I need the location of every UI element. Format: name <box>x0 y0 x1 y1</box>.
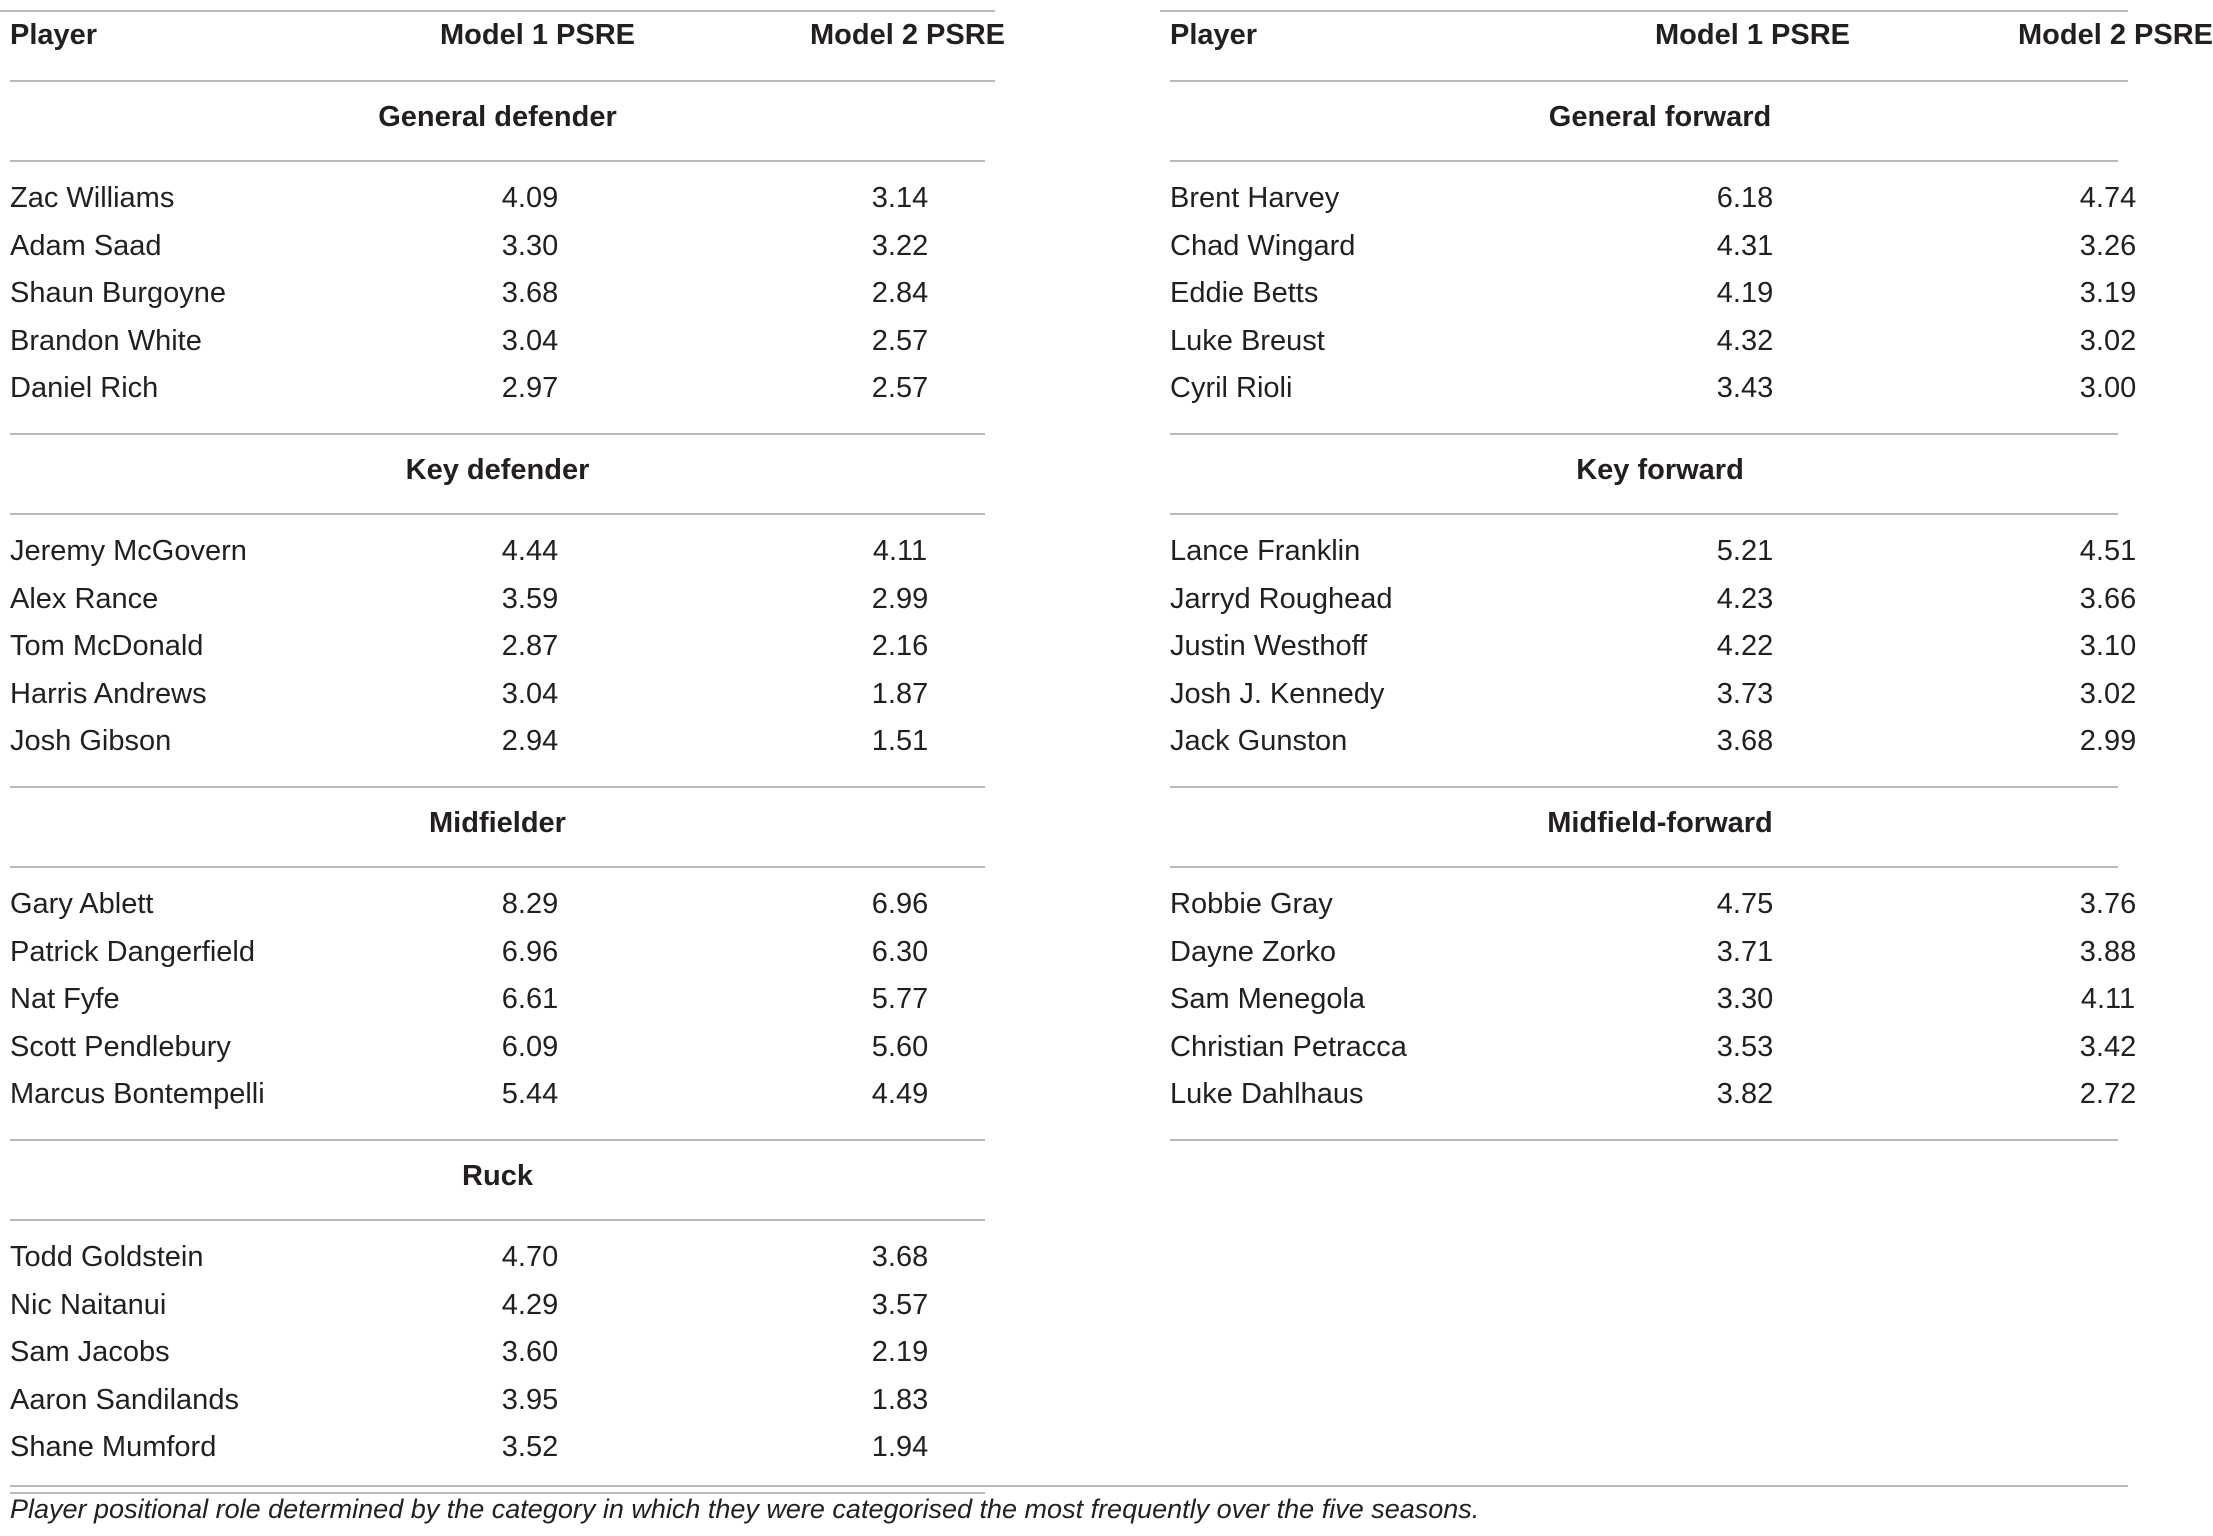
psre-value: 1.94 <box>871 1431 929 1463</box>
player-name: Jeremy McGovern <box>10 535 247 567</box>
psre-value: 3.30 <box>1716 983 1774 1015</box>
psre-value: 3.42 <box>2079 1031 2137 1063</box>
psre-value: 3.88 <box>2079 936 2137 968</box>
section-rule <box>10 866 985 868</box>
psre-value: 3.22 <box>871 230 929 262</box>
player-name: Tom McDonald <box>10 630 204 662</box>
psre-value: 3.26 <box>2079 230 2137 262</box>
psre-value: 3.04 <box>501 678 559 710</box>
psre-value: 2.16 <box>871 630 929 662</box>
psre-value: 4.49 <box>871 1078 929 1110</box>
psre-value: 5.21 <box>1716 535 1774 567</box>
section-title-text: General defender <box>378 101 617 133</box>
psre-value: 3.43 <box>1716 372 1774 404</box>
psre-value: 5.77 <box>871 983 929 1015</box>
table-footnote: Player positional role determined by the category in which they were categorised the most frequently over the five seasons. <box>10 1494 1480 1524</box>
psre-value: 4.09 <box>501 182 559 214</box>
psre-value: 4.22 <box>1716 630 1774 662</box>
psre-value: 4.19 <box>1716 277 1774 309</box>
psre-value: 1.83 <box>871 1384 929 1416</box>
psre-value: 3.95 <box>501 1384 559 1416</box>
psre-value: 4.32 <box>1716 325 1774 357</box>
player-name: Sam Menegola <box>1170 983 1366 1015</box>
player-name: Shaun Burgoyne <box>10 277 227 309</box>
psre-value: 2.57 <box>871 325 929 357</box>
group-rule <box>1170 1139 2118 1141</box>
group-rule <box>1170 433 2118 435</box>
psre-value: 2.99 <box>2079 725 2137 757</box>
psre-value: 3.59 <box>501 583 559 615</box>
psre-value: 6.09 <box>501 1031 559 1063</box>
player-name: Brandon White <box>10 325 202 357</box>
header-cell: Player <box>10 19 98 51</box>
psre-value: 6.18 <box>1716 182 1774 214</box>
psre-value: 4.23 <box>1716 583 1774 615</box>
player-name: Nat Fyfe <box>10 983 120 1015</box>
psre-value: 3.10 <box>2079 630 2137 662</box>
player-name: Sam Jacobs <box>10 1336 170 1368</box>
section-title-text: Ruck <box>462 1160 533 1192</box>
psre-value: 3.82 <box>1716 1078 1774 1110</box>
psre-value: 6.96 <box>871 888 929 920</box>
player-name: Eddie Betts <box>1170 277 1319 309</box>
psre-value: 2.72 <box>2079 1078 2137 1110</box>
player-name: Marcus Bontempelli <box>10 1078 265 1110</box>
psre-value: 6.30 <box>871 936 929 968</box>
psre-value: 6.61 <box>501 983 559 1015</box>
psre-value: 3.02 <box>2079 325 2137 357</box>
player-name: Luke Dahlhaus <box>1170 1078 1364 1110</box>
section-rule <box>10 160 985 162</box>
psre-value: 3.66 <box>2079 583 2137 615</box>
player-name: Nic Naitanui <box>10 1289 167 1321</box>
table-top-rule <box>1160 10 2128 12</box>
psre-value: 3.71 <box>1716 936 1774 968</box>
section-rule <box>1170 866 2118 868</box>
player-name: Gary Ablett <box>10 888 154 920</box>
psre-value: 3.68 <box>1716 725 1774 757</box>
header-cell: Model 2 PSRE <box>810 19 1005 51</box>
psre-value: 3.68 <box>501 277 559 309</box>
header-cell: Model 1 PSRE <box>1655 19 1850 51</box>
player-name: Aaron Sandilands <box>10 1384 239 1416</box>
psre-value: 3.53 <box>1716 1031 1774 1063</box>
group-rule <box>10 1139 985 1141</box>
player-name: Adam Saad <box>10 230 162 262</box>
player-name: Dayne Zorko <box>1170 936 1337 968</box>
player-name: Daniel Rich <box>10 372 159 404</box>
psre-value: 2.57 <box>871 372 929 404</box>
player-name: Luke Breust <box>1170 325 1325 357</box>
player-name: Justin Westhoff <box>1170 630 1368 662</box>
player-name: Todd Goldstein <box>10 1241 204 1273</box>
header-rule <box>1170 80 2128 82</box>
player-name: Brent Harvey <box>1170 182 1340 214</box>
player-name: Cyril Rioli <box>1170 372 1293 404</box>
psre-value: 5.60 <box>871 1031 929 1063</box>
header-cell: Model 1 PSRE <box>440 19 635 51</box>
psre-value: 4.31 <box>1716 230 1774 262</box>
psre-value: 3.00 <box>2079 372 2137 404</box>
psre-value: 4.11 <box>2080 983 2136 1015</box>
player-name: Patrick Dangerfield <box>10 936 255 968</box>
psre-value: 3.57 <box>871 1289 929 1321</box>
player-name: Harris Andrews <box>10 678 207 710</box>
group-rule <box>10 433 985 435</box>
player-name: Christian Petracca <box>1170 1031 1407 1063</box>
psre-value: 3.73 <box>1716 678 1774 710</box>
group-rule <box>10 786 985 788</box>
psre-value: 3.68 <box>871 1241 929 1273</box>
psre-value: 3.30 <box>501 230 559 262</box>
psre-value: 3.04 <box>501 325 559 357</box>
section-rule <box>1170 513 2118 515</box>
player-name: Alex Rance <box>10 583 159 615</box>
psre-value: 2.94 <box>501 725 559 757</box>
player-name: Josh J. Kennedy <box>1170 678 1385 710</box>
psre-value: 2.19 <box>871 1336 929 1368</box>
psre-value: 3.14 <box>871 182 929 214</box>
psre-value: 2.97 <box>501 372 559 404</box>
group-rule <box>1170 786 2118 788</box>
psre-value: 6.96 <box>501 936 559 968</box>
psre-value: 2.99 <box>871 583 929 615</box>
table-bottom-rule <box>10 1485 2128 1487</box>
psre-value: 3.52 <box>501 1431 559 1463</box>
player-name: Jarryd Roughead <box>1170 583 1393 615</box>
header-cell: Model 2 PSRE <box>2018 19 2213 51</box>
psre-value: 3.60 <box>501 1336 559 1368</box>
section-title-text: General forward <box>1548 101 1772 133</box>
psre-value: 3.02 <box>2079 678 2137 710</box>
player-name: Robbie Gray <box>1170 888 1333 920</box>
section-title-text: Midfield-forward <box>1547 807 1773 839</box>
table-top-rule <box>0 10 995 12</box>
section-rule <box>1170 160 2118 162</box>
psre-value: 2.87 <box>501 630 559 662</box>
psre-value: 2.84 <box>871 277 929 309</box>
header-cell: Player <box>1170 19 1258 51</box>
psre-value: 4.44 <box>501 535 559 567</box>
psre-value: 1.51 <box>871 725 929 757</box>
psre-value: 3.19 <box>2079 277 2137 309</box>
psre-value: 4.70 <box>501 1241 559 1273</box>
player-name: Lance Franklin <box>1170 535 1361 567</box>
psre-value: 8.29 <box>501 888 559 920</box>
section-rule <box>10 513 985 515</box>
psre-value: 4.75 <box>1716 888 1774 920</box>
psre-value: 4.51 <box>2079 535 2137 567</box>
psre-value: 3.76 <box>2079 888 2137 920</box>
header-rule <box>10 80 995 82</box>
player-name: Scott Pendlebury <box>10 1031 231 1063</box>
player-name: Josh Gibson <box>10 725 172 757</box>
psre-value: 1.87 <box>871 678 929 710</box>
psre-value: 4.11 <box>872 535 928 567</box>
player-name: Jack Gunston <box>1170 725 1348 757</box>
player-name: Zac Williams <box>10 182 175 214</box>
section-title-text: Key forward <box>1576 454 1744 486</box>
section-rule <box>10 1219 985 1221</box>
section-title-text: Midfielder <box>429 807 566 839</box>
section-title-text: Key defender <box>405 454 590 486</box>
psre-value: 4.29 <box>501 1289 559 1321</box>
psre-value: 4.74 <box>2079 182 2137 214</box>
psre-value: 5.44 <box>501 1078 559 1110</box>
player-name: Chad Wingard <box>1170 230 1356 262</box>
player-name: Shane Mumford <box>10 1431 217 1463</box>
